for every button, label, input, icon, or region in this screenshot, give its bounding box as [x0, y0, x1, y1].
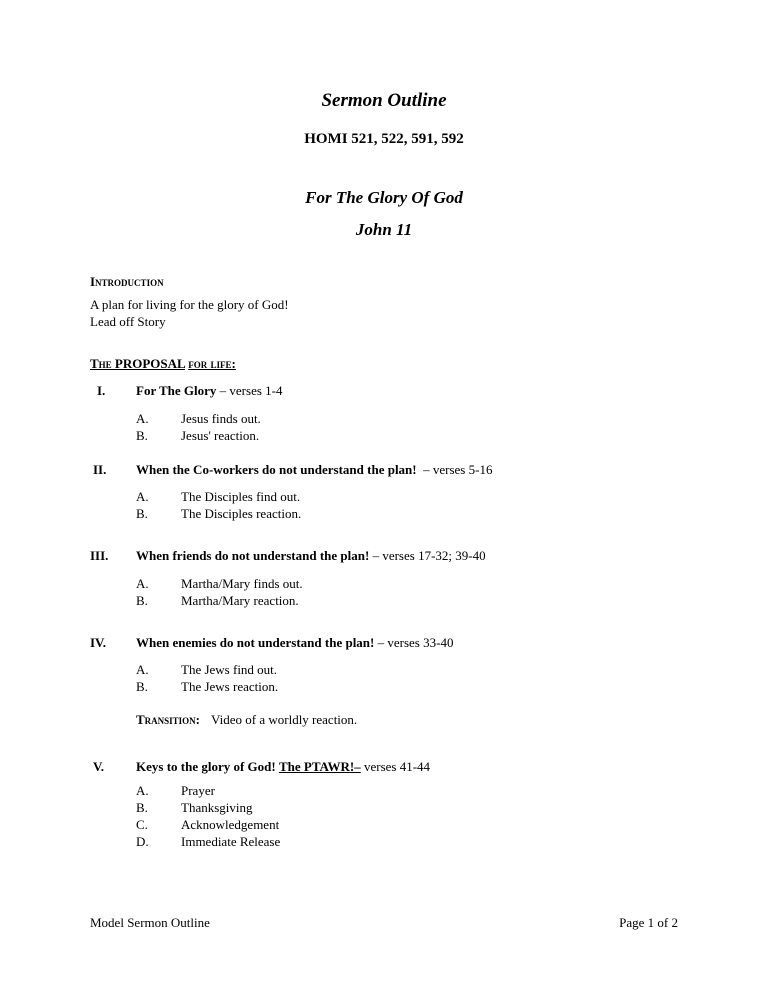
- point-verses: – verses 5-16: [423, 462, 493, 477]
- sub-text: Jesus finds out.: [181, 411, 261, 426]
- sub-letter: A.: [136, 662, 149, 677]
- sub-point: [136, 410, 261, 427]
- sub-text: Prayer: [181, 783, 215, 798]
- sub-letter: B.: [136, 428, 148, 443]
- sub-letter: B.: [136, 593, 148, 608]
- sub-letter: C.: [136, 817, 148, 832]
- sub-letter: B.: [136, 800, 148, 815]
- sub-text: Thanksgiving: [181, 800, 253, 815]
- sub-point: [136, 575, 303, 592]
- document-title: [0, 90, 768, 112]
- sub-point: [136, 678, 278, 695]
- transition-text: Video of a worldly reaction.: [211, 712, 358, 727]
- point-verses: verses 41-44: [363, 759, 431, 774]
- transition-note: [136, 712, 357, 728]
- proposal-heading-tail: for life:: [188, 356, 236, 371]
- footer-page-number: Page 1 of 2: [619, 915, 678, 930]
- sub-points: [136, 661, 278, 695]
- sub-points: [136, 488, 301, 522]
- point-numeral: I.: [97, 383, 106, 398]
- sub-points: [136, 575, 303, 609]
- sermon-subtitle: [0, 188, 768, 208]
- sub-text: The Disciples find out.: [181, 489, 301, 504]
- sub-points: [136, 410, 261, 444]
- point-heading: [136, 635, 453, 651]
- introduction-heading: Introduction: [90, 274, 164, 289]
- point-verses: – verses 17-32; 39-40: [372, 548, 486, 563]
- point-title: When the Co-workers do not understand the plan!: [136, 462, 417, 477]
- introduction-line: Lead off Story: [90, 314, 166, 329]
- sub-point: [136, 505, 301, 522]
- subtitle-text: For The Glory Of God: [305, 188, 463, 207]
- sub-point: [136, 661, 278, 678]
- sub-text: The Jews find out.: [181, 662, 278, 677]
- sub-text: The Jews reaction.: [181, 679, 279, 694]
- sub-point: [136, 427, 261, 444]
- transition-label: Transition:: [136, 712, 201, 727]
- point-heading: [136, 759, 430, 775]
- sub-text: The Disciples reaction.: [181, 506, 302, 521]
- sub-point: [136, 816, 280, 833]
- proposal-heading-main: The PROPOSAL: [90, 356, 185, 371]
- point-numeral: II.: [93, 462, 107, 477]
- sub-point: [136, 799, 280, 816]
- point-title: Keys to the glory of God!: [136, 759, 276, 774]
- point-verses: – verses 33-40: [377, 635, 454, 650]
- footer-document-name: Model Sermon Outline: [90, 915, 210, 930]
- point-heading: [136, 383, 282, 399]
- sub-point: [136, 592, 303, 609]
- sub-letter: D.: [136, 834, 149, 849]
- point-numeral: IV.: [90, 635, 107, 650]
- sub-text: Martha/Mary finds out.: [181, 576, 303, 591]
- point-title: For The Glory: [136, 383, 217, 398]
- sub-points: [136, 782, 280, 850]
- introduction-body: [90, 296, 289, 330]
- sub-point: [136, 488, 301, 505]
- point-numeral: III.: [90, 548, 109, 563]
- sub-letter: B.: [136, 506, 148, 521]
- title-text: Sermon Outline: [321, 90, 447, 111]
- point-title: When friends do not understand the plan!: [136, 548, 370, 563]
- point-numeral: V.: [93, 759, 104, 774]
- point-heading: [136, 548, 486, 564]
- point-heading: [136, 462, 492, 478]
- sub-letter: B.: [136, 679, 148, 694]
- sub-letter: A.: [136, 783, 149, 798]
- course-codes: [0, 131, 768, 148]
- course-text: HOMI 521, 522, 591, 592: [304, 131, 464, 147]
- sub-point: [136, 782, 280, 799]
- sub-text: Acknowledgement: [181, 817, 280, 832]
- introduction-line: A plan for living for the glory of God!: [90, 297, 289, 312]
- sub-text: Martha/Mary reaction.: [181, 593, 299, 608]
- point-title: When enemies do not understand the plan!: [136, 635, 375, 650]
- proposal-heading: [90, 356, 236, 372]
- scripture-reference: [0, 220, 768, 240]
- sub-text: Jesus' reaction.: [181, 428, 260, 443]
- sub-letter: A.: [136, 576, 149, 591]
- reference-text: John 11: [355, 220, 413, 239]
- sub-letter: A.: [136, 489, 149, 504]
- sub-text: Immediate Release: [181, 834, 281, 849]
- point-verses: – verses 1-4: [219, 383, 283, 398]
- sub-point: [136, 833, 280, 850]
- sub-letter: A.: [136, 411, 149, 426]
- point-title-underlined: The PTAWR!–: [278, 759, 361, 774]
